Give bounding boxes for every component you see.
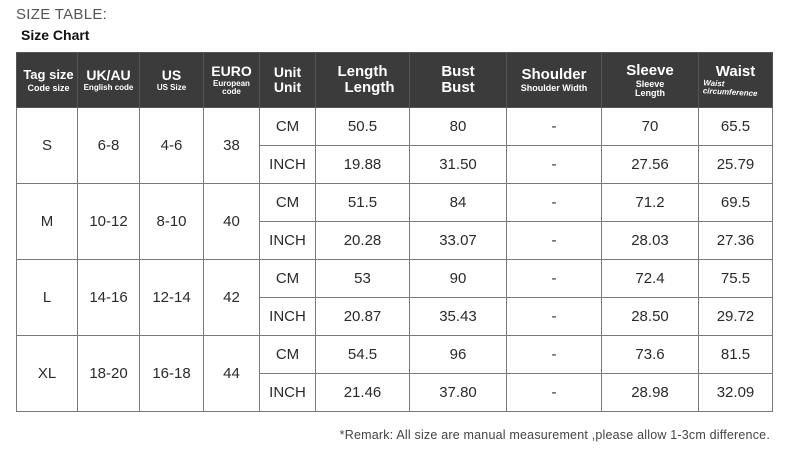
waist-cell: 69.5 bbox=[699, 184, 773, 222]
table-row bbox=[17, 260, 773, 298]
unit-cell: CM bbox=[260, 184, 316, 222]
shoulder-cell: - bbox=[507, 184, 602, 222]
uk-au-cell: 6-8 bbox=[78, 108, 140, 184]
waist-cell: 75.5 bbox=[699, 260, 773, 298]
sleeve-cell: 70 bbox=[602, 108, 699, 146]
header-waist-sublabel: Waist circumference bbox=[702, 77, 758, 98]
header-length-sublabel: Length bbox=[344, 79, 395, 96]
table-row bbox=[17, 108, 773, 146]
size-code-cell: M bbox=[17, 184, 78, 260]
us-cell: 12-14 bbox=[140, 260, 204, 336]
header-uk-au-label: UK/AU bbox=[86, 67, 131, 83]
bust-cell: 35.43 bbox=[410, 298, 507, 336]
header-length bbox=[316, 53, 410, 108]
header-shoulder-label: Shoulder bbox=[521, 66, 587, 83]
table-row bbox=[17, 184, 773, 222]
header-euro bbox=[204, 53, 260, 108]
header-sleeve bbox=[602, 53, 699, 108]
length-cell: 54.5 bbox=[316, 336, 410, 374]
waist-cell: 81.5 bbox=[699, 336, 773, 374]
size-code-cell: S bbox=[17, 108, 78, 184]
bust-cell: 90 bbox=[410, 260, 507, 298]
unit-cell: CM bbox=[260, 260, 316, 298]
sleeve-cell: 71.2 bbox=[602, 184, 699, 222]
sleeve-cell: 27.56 bbox=[602, 146, 699, 184]
header-bust-label: Bust bbox=[441, 63, 475, 81]
unit-cell: INCH bbox=[260, 374, 316, 412]
header-length-label: Length bbox=[337, 63, 388, 81]
header-uk-au bbox=[78, 53, 140, 108]
length-cell: 51.5 bbox=[316, 184, 410, 222]
uk-au-cell: 10-12 bbox=[78, 184, 140, 260]
header-bust bbox=[410, 53, 507, 108]
shoulder-cell: - bbox=[507, 222, 602, 260]
unit-cell: INCH bbox=[260, 298, 316, 336]
unit-cell: INCH bbox=[260, 222, 316, 260]
bust-cell: 84 bbox=[410, 184, 507, 222]
header-sleeve-sublabel: Sleeve Length bbox=[635, 78, 665, 98]
shoulder-cell: - bbox=[507, 146, 602, 184]
header-waist bbox=[699, 53, 773, 108]
header-shoulder-sublabel: Shoulder Width bbox=[520, 83, 588, 93]
size-code-cell: L bbox=[17, 260, 78, 336]
sleeve-cell: 28.50 bbox=[602, 298, 699, 336]
size-code-cell: XL bbox=[17, 336, 78, 412]
header-sleeve-label: Sleeve bbox=[626, 61, 674, 79]
header-us-sublabel: US Size bbox=[156, 83, 187, 92]
size-table-heading: SIZE TABLE: bbox=[16, 6, 108, 23]
waist-cell: 27.36 bbox=[699, 222, 773, 260]
unit-cell: CM bbox=[260, 108, 316, 146]
unit-cell: INCH bbox=[260, 146, 316, 184]
length-cell: 50.5 bbox=[316, 108, 410, 146]
size-table bbox=[16, 52, 773, 412]
header-unit-label: Unit bbox=[273, 64, 302, 81]
unit-cell: CM bbox=[260, 336, 316, 374]
euro-cell: 44 bbox=[204, 336, 260, 412]
waist-cell: 25.79 bbox=[699, 146, 773, 184]
shoulder-cell: - bbox=[507, 374, 602, 412]
header-tag-size bbox=[17, 53, 78, 108]
header-shoulder bbox=[507, 53, 602, 108]
shoulder-cell: - bbox=[507, 260, 602, 298]
sleeve-cell: 28.03 bbox=[602, 222, 699, 260]
length-cell: 19.88 bbox=[316, 146, 410, 184]
header-unit-sublabel: Unit bbox=[273, 79, 302, 95]
length-cell: 53 bbox=[316, 260, 410, 298]
uk-au-cell: 14-16 bbox=[78, 260, 140, 336]
size-chart-subtitle: Size Chart bbox=[21, 27, 90, 43]
header-euro-label: EURO bbox=[211, 63, 252, 79]
header-us bbox=[140, 53, 204, 108]
uk-au-cell: 18-20 bbox=[78, 336, 140, 412]
shoulder-cell: - bbox=[507, 336, 602, 374]
header-row bbox=[17, 53, 773, 108]
euro-cell: 40 bbox=[204, 184, 260, 260]
waist-cell: 32.09 bbox=[699, 374, 773, 412]
length-cell: 20.87 bbox=[316, 298, 410, 336]
bust-cell: 80 bbox=[410, 108, 507, 146]
sleeve-cell: 73.6 bbox=[602, 336, 699, 374]
sleeve-cell: 72.4 bbox=[602, 260, 699, 298]
euro-cell: 42 bbox=[204, 260, 260, 336]
sleeve-cell: 28.98 bbox=[602, 374, 699, 412]
header-waist-label: Waist bbox=[715, 62, 756, 80]
length-cell: 21.46 bbox=[316, 374, 410, 412]
us-cell: 8-10 bbox=[140, 184, 204, 260]
remark-note: *Remark: All size are manual measurement ,please allow 1-3cm difference. bbox=[339, 428, 770, 442]
us-cell: 4-6 bbox=[140, 108, 204, 184]
waist-cell: 29.72 bbox=[699, 298, 773, 336]
bust-cell: 31.50 bbox=[410, 146, 507, 184]
header-uk-au-sublabel: English code bbox=[83, 83, 134, 92]
header-tag-size-label: Tag size bbox=[23, 66, 74, 82]
header-euro-sublabel: European code bbox=[213, 79, 250, 96]
us-cell: 16-18 bbox=[140, 336, 204, 412]
shoulder-cell: - bbox=[507, 108, 602, 146]
header-tag-size-sublabel: Code size bbox=[27, 82, 70, 93]
header-unit bbox=[260, 53, 316, 108]
length-cell: 20.28 bbox=[316, 222, 410, 260]
bust-cell: 33.07 bbox=[410, 222, 507, 260]
bust-cell: 96 bbox=[410, 336, 507, 374]
euro-cell: 38 bbox=[204, 108, 260, 184]
bust-cell: 37.80 bbox=[410, 374, 507, 412]
shoulder-cell: - bbox=[507, 298, 602, 336]
waist-cell: 65.5 bbox=[699, 108, 773, 146]
table-row bbox=[17, 336, 773, 374]
header-us-label: US bbox=[161, 67, 182, 83]
header-bust-sublabel: Bust bbox=[441, 79, 475, 96]
